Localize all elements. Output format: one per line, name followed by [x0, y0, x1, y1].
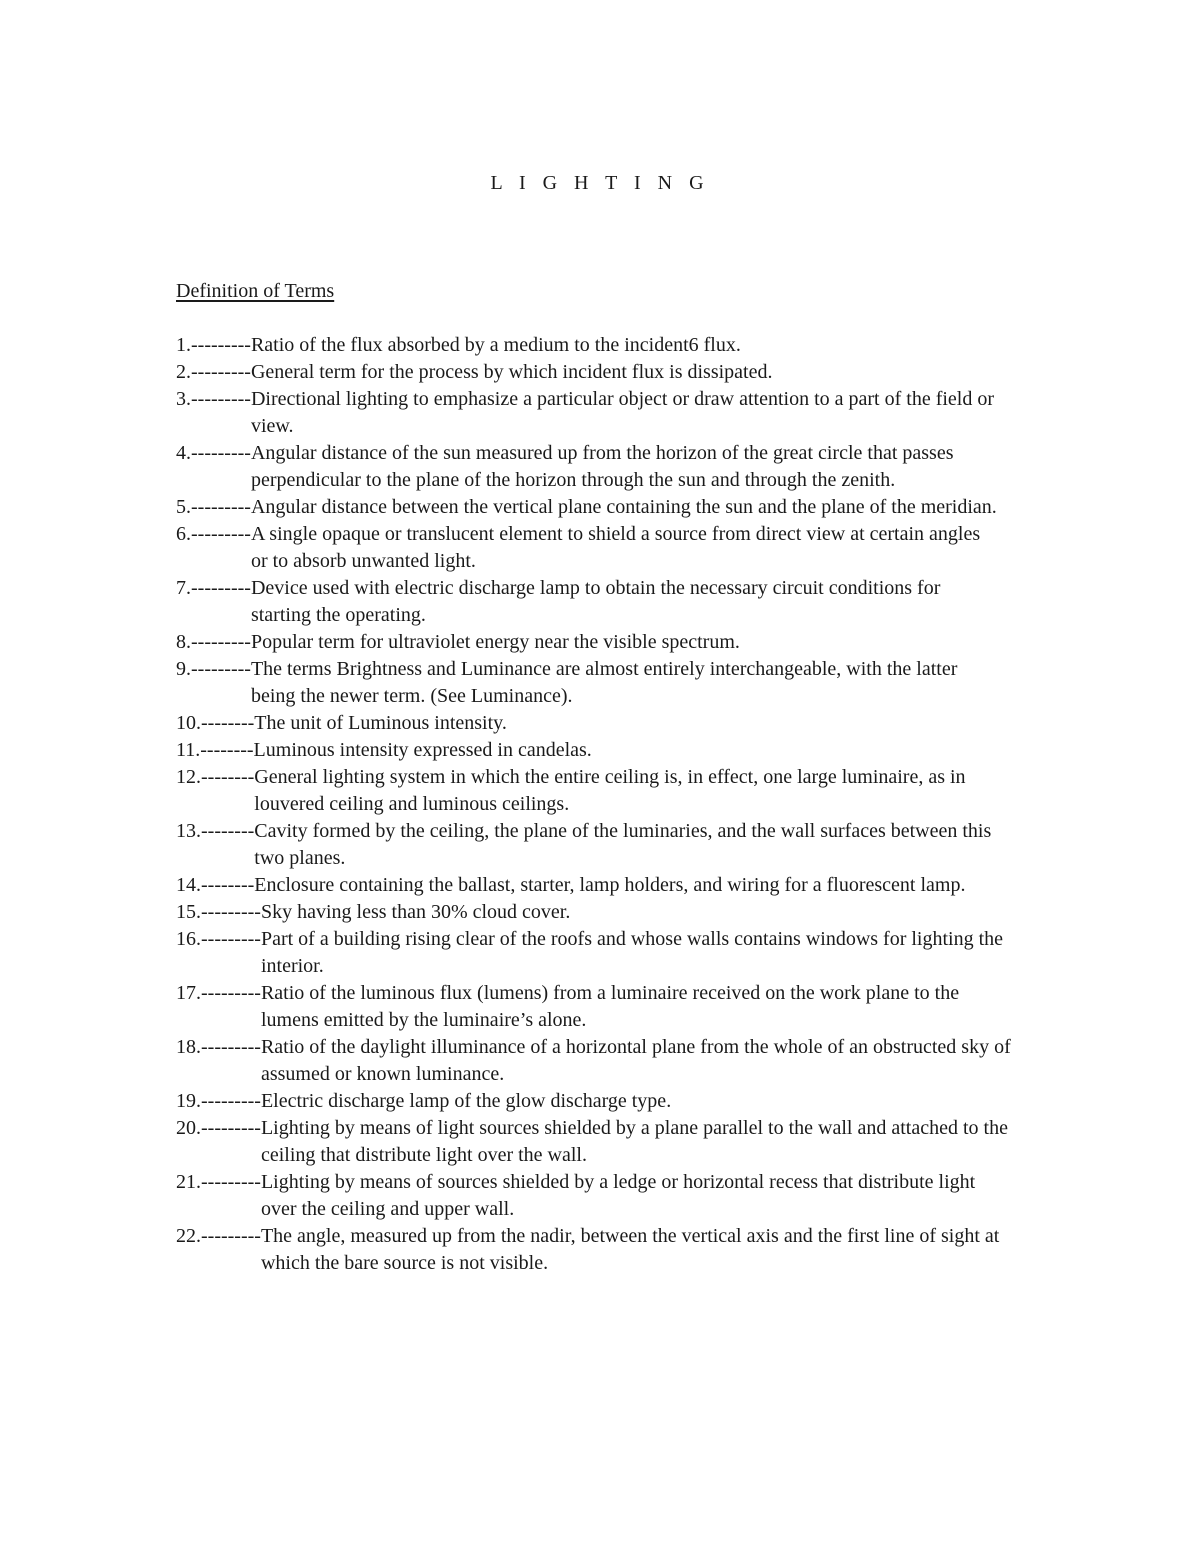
term-number: 6.	[176, 523, 191, 545]
term-definition: Part of a building rising clear of the roofs and whose walls contains windows for lighting the interior.	[260, 928, 1004, 977]
term-item	[176, 1034, 1056, 1088]
term-number: 17.	[176, 982, 201, 1004]
term-item	[176, 656, 1056, 710]
term-item	[176, 521, 1056, 575]
term-item	[176, 575, 1056, 629]
term-definition: Electric discharge lamp of the glow discharge type.	[260, 1090, 672, 1112]
term-item	[176, 737, 1056, 764]
term-definition: Angular distance of the sun measured up from the horizon of the great circle that passes perpendicular to the plane of the horizon through the sun and through the zenith.	[250, 442, 954, 491]
section-heading: Definition of Terms	[176, 280, 335, 302]
terms-list	[176, 332, 1056, 1277]
term-item	[176, 818, 1056, 872]
term-definition: Directional lighting to emphasize a particular object or draw attention to a part of the field or view.	[250, 388, 995, 437]
term-definition: General term for the process by which incident flux is dissipated.	[250, 361, 773, 383]
term-number: 8.	[176, 631, 191, 653]
term-number: 12.	[176, 766, 201, 788]
term-item	[176, 872, 1056, 899]
term-number: 1.	[176, 334, 191, 356]
term-definition: Ratio of the luminous flux (lumens) from a luminaire received on the work plane to the lumens emitted by the luminaire’s alone.	[260, 982, 960, 1031]
term-definition: A single opaque or translucent element to shield a source from direct view at certain angles or to absorb unwanted light.	[250, 523, 981, 572]
term-blank: ---------	[191, 631, 251, 653]
term-blank: ---------	[191, 523, 251, 545]
term-blank: ---------	[201, 1171, 261, 1193]
term-blank: ---------	[201, 982, 261, 1004]
term-definition: Device used with electric discharge lamp to obtain the necessary circuit conditions for starting the operating.	[250, 577, 941, 626]
term-number: 9.	[176, 658, 191, 680]
term-number: 11.	[176, 739, 201, 761]
term-number: 4.	[176, 442, 191, 464]
term-definition: Luminous intensity expressed in candelas.	[253, 739, 592, 761]
term-blank: --------	[201, 712, 255, 734]
term-blank: ---------	[191, 577, 251, 599]
term-blank: ---------	[191, 334, 251, 356]
document-title: L I G H T I N G	[490, 172, 710, 194]
term-definition: Ratio of the daylight illuminance of a horizontal plane from the whole of an obstructed sky of assumed or known luminance.	[260, 1036, 1011, 1085]
term-blank: ---------	[201, 928, 261, 950]
term-number: 19.	[176, 1090, 201, 1112]
term-blank: --------	[200, 739, 254, 761]
term-number: 18.	[176, 1036, 201, 1058]
term-number: 15.	[176, 901, 201, 923]
term-item	[176, 629, 1056, 656]
term-item	[176, 764, 1056, 818]
term-definition: Lighting by means of sources shielded by a ledge or horizontal recess that distribute light over the ceiling and upper wall.	[260, 1171, 976, 1220]
term-definition: The terms Brightness and Luminance are almost entirely interchangeable, with the latter being the newer term. (See Luminance).	[250, 658, 958, 707]
term-item	[176, 1088, 1056, 1115]
term-blank: ---------	[191, 442, 251, 464]
term-definition: The unit of Luminous intensity.	[254, 712, 507, 734]
term-definition: Popular term for ultraviolet energy near the visible spectrum.	[250, 631, 740, 653]
term-definition: Sky having less than 30% cloud cover.	[260, 901, 571, 923]
term-item	[176, 1223, 1056, 1277]
term-blank: ---------	[201, 1090, 261, 1112]
term-definition: Enclosure containing the ballast, starter, lamp holders, and wiring for a fluorescent lamp.	[254, 874, 966, 896]
term-definition: Angular distance between the vertical plane containing the sun and the plane of the meridian.	[250, 496, 997, 518]
term-definition: Lighting by means of light sources shielded by a plane parallel to the wall and attached to the ceiling that distribute light over the wall.	[260, 1117, 1008, 1166]
term-number: 7.	[176, 577, 191, 599]
term-item	[176, 440, 1056, 494]
term-number: 2.	[176, 361, 191, 383]
term-number: 14.	[176, 874, 201, 896]
term-definition: General lighting system in which the entire ceiling is, in effect, one large luminaire, as in louvered ceiling and luminous ceilings.	[254, 766, 966, 815]
term-definition: The angle, measured up from the nadir, between the vertical axis and the first line of sight at which the bare source is not visible.	[260, 1225, 1000, 1274]
term-item	[176, 386, 1056, 440]
term-item	[176, 359, 1056, 386]
term-blank: ---------	[191, 496, 251, 518]
term-blank: --------	[201, 874, 255, 896]
term-blank: --------	[201, 820, 255, 842]
term-number: 10.	[176, 712, 201, 734]
term-number: 22.	[176, 1225, 201, 1247]
term-item	[176, 1115, 1056, 1169]
term-item	[176, 1169, 1056, 1223]
term-item	[176, 980, 1056, 1034]
term-number: 20.	[176, 1117, 201, 1139]
term-blank: ---------	[201, 1036, 261, 1058]
term-blank: ---------	[201, 1117, 261, 1139]
term-number: 3.	[176, 388, 191, 410]
term-definition: Cavity formed by the ceiling, the plane of the luminaries, and the wall surfaces between this two planes.	[254, 820, 992, 869]
term-item	[176, 926, 1056, 980]
term-number: 16.	[176, 928, 201, 950]
term-item	[176, 710, 1056, 737]
term-blank: ---------	[191, 361, 251, 383]
term-item	[176, 494, 1056, 521]
term-blank: ---------	[201, 1225, 261, 1247]
term-blank: ---------	[191, 388, 251, 410]
term-blank: --------	[201, 766, 255, 788]
term-item	[176, 899, 1056, 926]
term-item	[176, 332, 1056, 359]
term-number: 21.	[176, 1171, 201, 1193]
term-blank: ---------	[191, 658, 251, 680]
term-number: 5.	[176, 496, 191, 518]
term-number: 13.	[176, 820, 201, 842]
term-blank: ---------	[201, 901, 261, 923]
term-definition: Ratio of the flux absorbed by a medium to the incident6 flux.	[250, 334, 741, 356]
